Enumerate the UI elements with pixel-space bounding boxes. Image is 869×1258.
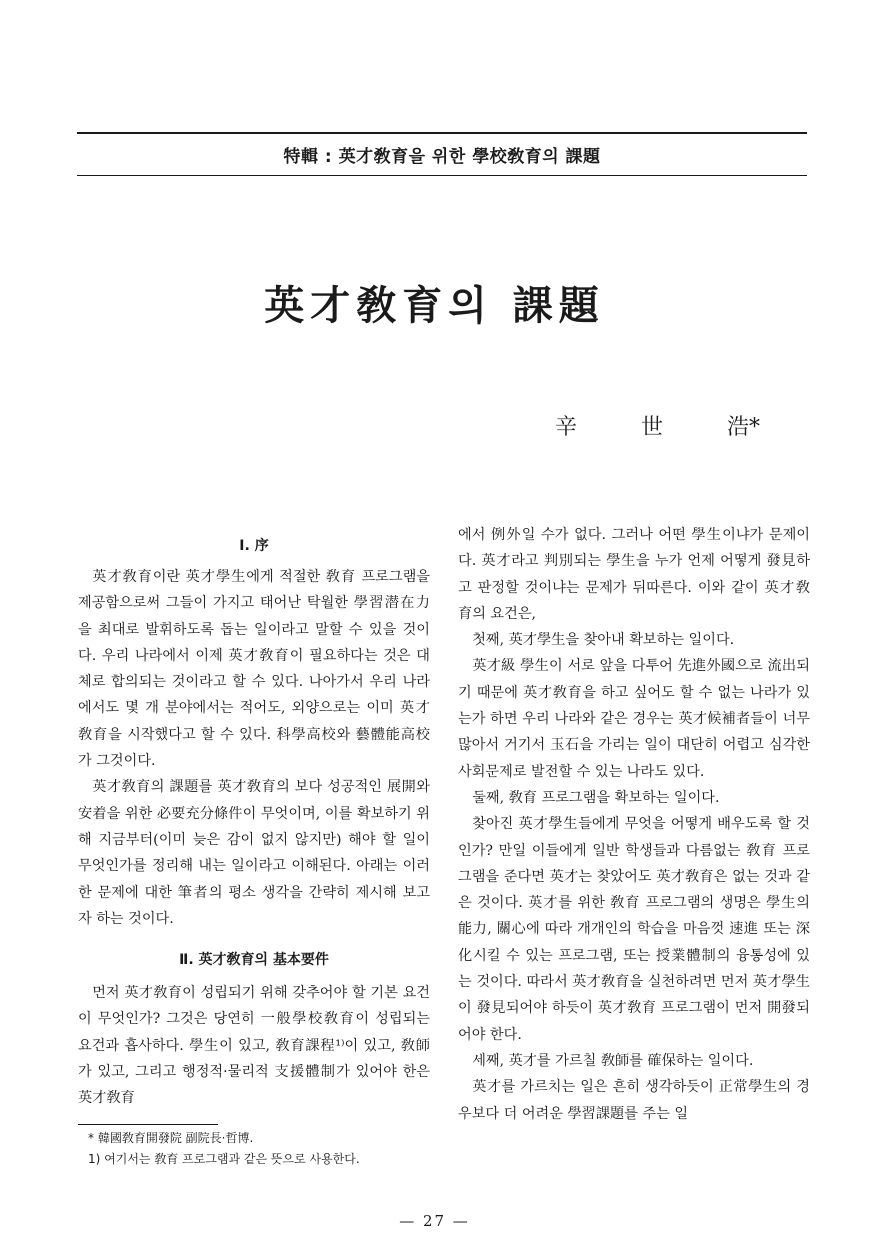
paragraph: 英才를 가르치는 일은 흔히 생각하듯이 正常學生의 경우보다 더 어려운 學習課題를 주는 일 bbox=[458, 1079, 810, 1122]
footnote-rule bbox=[78, 1124, 218, 1125]
header-bottom-rule bbox=[77, 175, 807, 176]
right-column bbox=[458, 522, 810, 1127]
paragraph: 찾아진 英才學生들에게 무엇을 어떻게 배우도록 할 것인가? 만일 이들에게 일반 학생들과 다름없는 敎育 프로그램을 준다면 英才는 찾았어도 英才敎育은 없는 것과 같은 것이다. 英才를 위한 敎育 프로그램의 생명은 學生의 能力, 關心에 따라 개개인의 학습을 마음껏 速進 또는 深化시킬 수 있는 프로그램, 또는 授業體制의 융통성에 있는 것이다. 따라서 英才敎育을 실천하려면 먼저 英才學生이 發見되어야 하듯이 英才敎育 프로그램이 먼저 開發되어야 한다. bbox=[458, 816, 810, 1043]
author-char-3: 浩* bbox=[726, 415, 760, 440]
heading-introduction: Ⅰ. 序 bbox=[239, 538, 269, 554]
footnotes bbox=[88, 1128, 588, 1170]
paragraph: 첫째, 英才學生을 찾아내 확보하는 일이다. bbox=[472, 632, 735, 649]
paragraph: 英才敎育의 課題를 英才敎育의 보다 성공적인 展開와 安着을 위한 必要充分條件이 무엇이며, 이를 확보하기 위해 지금부터(이미 늦은 감이 없지 않지만) 해야 할 일이 무엇인가를 정리해 내는 일이라고 이해된다. 아래는 이러한 문제에 대한 筆者의 평소 생각을 간략히 제시해 보고자 하는 것이다. bbox=[78, 779, 430, 927]
paragraph: 먼저 英才敎育이 성립되기 위해 갖추어야 할 기본 요건이 무엇인가? 그것은 당연히 一般學校敎育이 성립되는 요건과 흡사하다. 學生이 있고, 敎育課程¹⁾이 있고, 敎師가 있고, 그리고 행정적·물리적 支援體制가 있어야 한은 英才敎育 bbox=[78, 985, 430, 1107]
page-number: — 27 — bbox=[399, 1212, 470, 1230]
paragraph: 세째, 英才를 가르칠 敎師를 確保하는 일이다. bbox=[472, 1052, 754, 1069]
paragraph: 둘째, 敎育 프로그램을 확보하는 일이다. bbox=[472, 789, 720, 806]
author-char-1: 辛 bbox=[555, 415, 578, 440]
left-column bbox=[78, 528, 430, 1112]
paragraph: 에서 例外일 수가 없다. 그러나 어떤 學生이냐가 문제이다. 英才라고 判別되는 學生을 누가 언제 어떻게 發見하고 판정할 것이냐는 문제가 뒤따른다. 이와 같이 英才敎育의 요건은, bbox=[458, 527, 810, 622]
heading-basic-requirements: Ⅱ. 英才敎育의 基本要件 bbox=[179, 952, 329, 969]
paragraph: 英才級 學生이 서로 앞을 다투어 先進外國으로 流出되기 때문에 英才敎育을 하고 싶어도 할 수 없는 나라가 있는가 하면 우리 나라와 같은 경우는 英才候補者들이 너무 많아서 거기서 玉石을 가리는 일이 대단히 어렵고 심각한 사회문제로 발전할 수 있는 나라도 있다. bbox=[458, 658, 810, 780]
section-header: 特輯 : 英才敎育을 위한 學校敎育의 課題 bbox=[283, 147, 601, 167]
author-name bbox=[555, 410, 760, 441]
header-top-rule bbox=[77, 132, 807, 134]
footnote-author: * 韓國敎育開發院 副院長·哲博. bbox=[88, 1131, 254, 1145]
footnote-1: 1) 여기서는 敎育 프로그램과 같은 뜻으로 사용한다. bbox=[88, 1152, 360, 1166]
paragraph: 英才敎育이란 英才學生에게 적절한 敎育 프로그램을 제공함으로써 그들이 가지고 태어난 탁월한 學習潜在力을 최대로 발휘하도록 돕는 일이라고 말할 수 있을 것이다. 우리 나라에서 이제 英才敎育이 필요하다는 것은 대체로 합의되는 것이라고 할 수 있다. 나아가서 우리 나라에서도 몇 개 분야에서는 적어도, 외양으로는 이미 英才敎育을 시작했다고 할 수 있다. 科學高校와 藝體能高校가 그것이다. bbox=[78, 569, 430, 770]
author-char-2: 世 bbox=[640, 415, 663, 440]
article-title: 英才敎育의 課題 bbox=[264, 282, 605, 329]
